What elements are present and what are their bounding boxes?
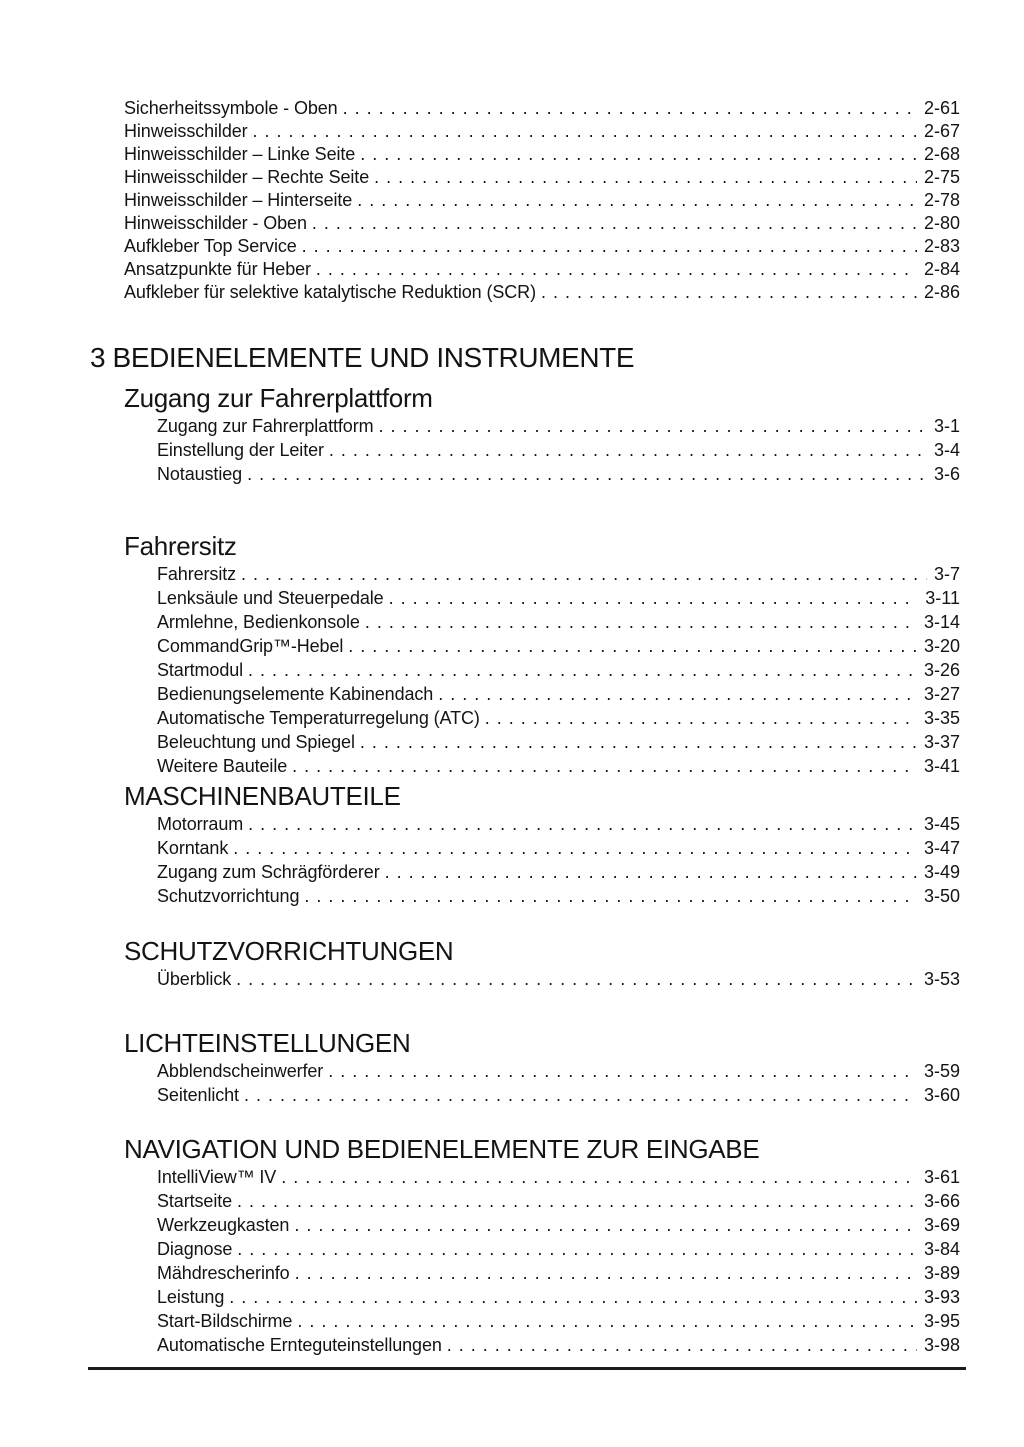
toc-entry-label: Schutzvorrichtung [157,886,300,906]
toc-entry-page: 3-41 [923,756,960,776]
toc-entry [90,281,960,304]
toc-entry-label: Überblick [157,969,232,989]
toc-entry-label: IntelliView™ IV [157,1167,277,1187]
toc-entry-page: 3-66 [923,1191,960,1211]
toc-entry-page: 3-69 [923,1215,960,1235]
toc-entry [90,586,960,610]
toc-entry-page: 2-83 [923,236,960,256]
toc-entry [90,754,960,778]
dot-leader [447,1333,917,1357]
toc-group-title: LICHTEINSTELLUNGEN [124,1028,411,1058]
toc-entry-page: 3-49 [923,862,960,882]
toc-entry [90,967,960,991]
toc-entry-page: 2-80 [923,213,960,233]
toc-entry-label: Automatische Temperaturregelung (ATC) [157,708,480,728]
dot-leader [294,1213,917,1237]
dot-leader [360,730,917,754]
toc-entry-label: Aufkleber für selektive katalytische Reduktion (SCR) [124,282,536,302]
toc-group [90,780,960,908]
dot-leader [229,1285,917,1309]
toc-entry-label: Hinweisschilder – Hinterseite [124,190,353,210]
dot-leader [297,1309,917,1333]
dot-leader [236,967,917,991]
dot-leader [244,1083,917,1107]
toc-entry [90,1285,960,1309]
toc-entry [90,1189,960,1213]
toc-entry [90,1059,960,1083]
dot-leader [365,610,917,634]
toc-entry-page: 2-86 [923,282,960,302]
toc-entry-page: 3-60 [923,1085,960,1105]
toc-entry-label: Mähdrescherinfo [157,1263,290,1283]
toc-entry [90,1333,960,1357]
dot-leader [316,258,917,281]
toc-entry-label: Hinweisschilder [124,121,248,141]
toc-content [90,0,960,1357]
toc-entry-page: 3-53 [923,969,960,989]
chapter-heading: 3 BEDIENELEMENTE UND INSTRUMENTE [90,342,635,373]
dot-leader [329,438,927,462]
toc-entry-label: Automatische Ernteguteinstellungen [157,1335,442,1355]
toc-entry-label: Ansatzpunkte für Heber [124,259,311,279]
toc-entry-page: 3-89 [923,1263,960,1283]
dot-leader [304,884,917,908]
dot-leader [485,706,917,730]
toc-entry-page: 3-11 [925,588,960,608]
toc-entry-label: Hinweisschilder – Rechte Seite [124,167,370,187]
toc-entry-label: Zugang zum Schrägförderer [157,862,380,882]
dot-leader [328,1059,917,1083]
toc-entry-label: Bedienungselemente Kabinendach [157,684,434,704]
dot-leader [248,658,917,682]
toc-entry [90,414,960,438]
toc-entry-label: Beleuchtung und Spiegel [157,732,355,752]
dot-leader [295,1261,917,1285]
toc-entry-page: 3-59 [923,1061,960,1081]
toc-entry-label: Notaustieg [157,464,243,484]
toc-entry-page: 3-47 [923,838,960,858]
dot-leader [302,235,917,258]
toc-entry-page: 3-61 [923,1167,960,1187]
toc-entry-label: Hinweisschilder – Linke Seite [124,144,356,164]
toc-entry-page: 2-68 [923,144,960,164]
dot-leader [360,143,917,166]
toc-entry [90,97,960,120]
toc-entry [90,120,960,143]
toc-entry [90,706,960,730]
toc-entry [90,860,960,884]
toc-entry [90,658,960,682]
toc-entry [90,682,960,706]
toc-entry [90,166,960,189]
toc-group-title: Fahrersitz [124,531,237,561]
toc-entry-page: 3-4 [933,440,960,460]
toc-entry-page: 3-26 [923,660,960,680]
toc-entry [90,438,960,462]
toc-entry-page: 3-93 [923,1287,960,1307]
toc-group [90,530,960,778]
toc-entry-label: Start-Bildschirme [157,1311,293,1331]
toc-entry [90,884,960,908]
toc-entry-page: 3-35 [923,708,960,728]
dot-leader [348,634,917,658]
toc-entry-page: 3-37 [923,732,960,752]
toc-continued-entries [90,97,960,304]
toc-entry-page: 3-7 [933,564,960,584]
toc-entry [90,634,960,658]
dot-leader [247,462,927,486]
dot-leader [541,281,917,304]
toc-entry [90,1261,960,1285]
toc-entry-label: Startmodul [157,660,244,680]
toc-entry-page: 3-95 [923,1311,960,1331]
toc-entry [90,462,960,486]
dot-leader [312,212,917,235]
toc-group-title: Zugang zur Fahrerplattform [124,383,433,413]
toc-entry [90,143,960,166]
toc-entry-page: 2-78 [923,190,960,210]
toc-entry-label: Diagnose [157,1239,233,1259]
toc-entry [90,562,960,586]
toc-entry-page: 3-27 [923,684,960,704]
toc-entry [90,1309,960,1333]
toc-entry-label: Abblendscheinwerfer [157,1061,324,1081]
toc-entry [90,189,960,212]
dot-leader [374,166,917,189]
dot-leader [237,1237,917,1261]
dot-leader [281,1165,917,1189]
toc-group-title: MASCHINENBAUTEILE [124,781,401,811]
toc-group [90,1133,960,1357]
dot-leader [237,1189,917,1213]
toc-entry-page: 3-98 [923,1335,960,1355]
toc-entry-label: Armlehne, Bedienkonsole [157,612,360,632]
toc-entry-label: Motorraum [157,814,244,834]
toc-entry-page: 3-20 [923,636,960,656]
toc-entry-label: Sicherheitssymbole - Oben [124,98,338,118]
dot-leader [385,860,917,884]
toc-entry [90,812,960,836]
toc-entry-label: Lenksäule und Steuerpedale [157,588,384,608]
dot-leader [343,97,917,120]
toc-entry [90,1237,960,1261]
toc-entry-page: 3-14 [923,612,960,632]
dot-leader [233,836,917,860]
toc-entry [90,1083,960,1107]
toc-entry [90,730,960,754]
toc-entry [90,836,960,860]
toc-entry-label: Leistung [157,1287,225,1307]
dot-leader [438,682,917,706]
toc-entry [90,610,960,634]
toc-entry-page: 3-45 [923,814,960,834]
dot-leader [379,414,927,438]
dot-leader [389,586,919,610]
toc-group-title: NAVIGATION UND BEDIENELEMENTE ZUR EINGABE [124,1134,760,1164]
toc-entry-label: Startseite [157,1191,233,1211]
dot-leader [357,189,917,212]
toc-entry-page: 3-1 [933,416,960,436]
toc-entry-label: Zugang zur Fahrerplattform [157,416,374,436]
toc-groups [90,382,960,1357]
toc-group [90,935,960,991]
toc-entry-label: Fahrersitz [157,564,237,584]
toc-entry-label: Seitenlicht [157,1085,239,1105]
toc-group-title: SCHUTZVORRICHTUNGEN [124,936,454,966]
toc-entry-label: CommandGrip™-Hebel [157,636,344,656]
toc-entry-page: 2-61 [923,98,960,118]
toc-entry-page: 2-75 [923,167,960,187]
toc-entry-label: Hinweisschilder - Oben [124,213,307,233]
dot-leader [241,562,927,586]
toc-entry-label: Korntank [157,838,229,858]
toc-entry [90,258,960,281]
toc-entry-page: 2-67 [923,121,960,141]
toc-group [90,382,960,486]
toc-entry [90,1165,960,1189]
toc-entry-label: Weitere Bauteile [157,756,288,776]
toc-entry [90,1213,960,1237]
dot-leader [253,120,917,143]
page-footer-rule [88,1367,966,1370]
toc-entry [90,235,960,258]
toc-entry-page: 3-50 [923,886,960,906]
toc-entry-page: 3-84 [923,1239,960,1259]
toc-group [90,1027,960,1107]
toc-entry [90,212,960,235]
toc-entry-page: 2-84 [923,259,960,279]
toc-entry-page: 3-6 [933,464,960,484]
dot-leader [292,754,917,778]
dot-leader [248,812,917,836]
toc-entry-label: Aufkleber Top Service [124,236,297,256]
toc-entry-label: Werkzeugkasten [157,1215,290,1235]
toc-entry-label: Einstellung der Leiter [157,440,324,460]
